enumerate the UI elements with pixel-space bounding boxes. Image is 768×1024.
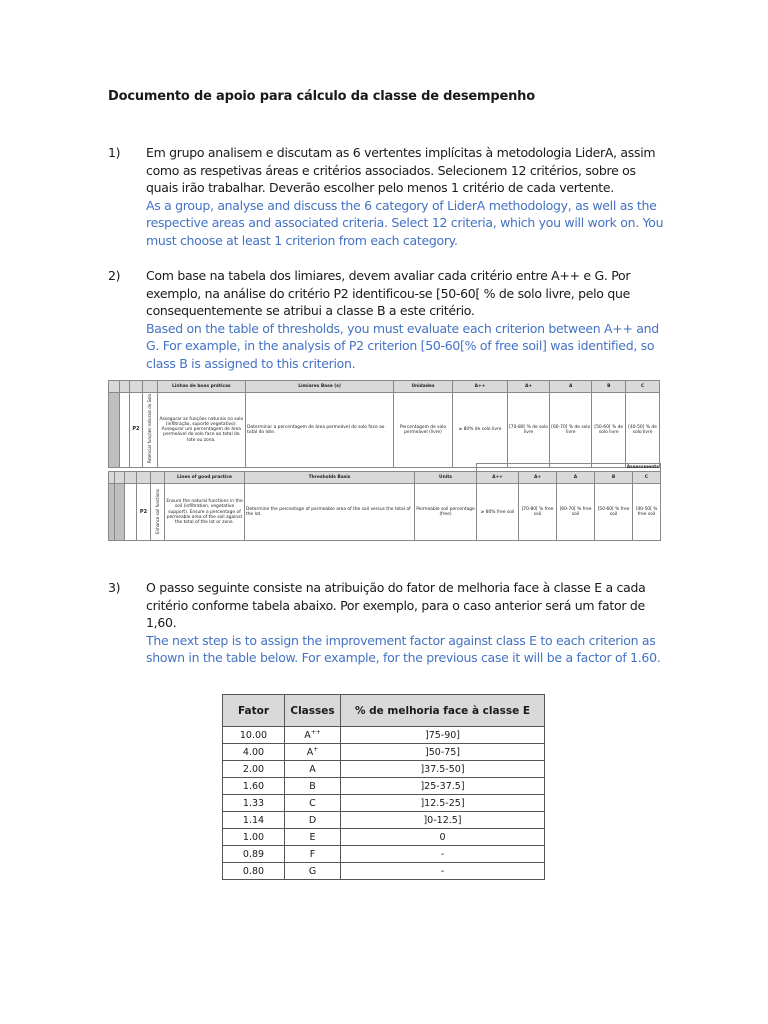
factor-table-body [223, 727, 545, 880]
fator-cell: 0.80 [223, 863, 285, 880]
table-row [223, 795, 545, 812]
melhoria-cell: ]25-37.5] [341, 778, 545, 795]
classe-cell [285, 863, 341, 880]
item-text-pt: Em grupo analisem e discutam as 6 vertentes implícitas à metodologia LiderA, assim como as respetivas áreas e critérios associados. Selecionem 12 critérios, sobre os quais irão trabalhar. Deverão escolher pelo menos 1 critério de cada vertente. [146, 145, 656, 196]
instruction-item-2 [108, 267, 668, 373]
header-cell: A+ [507, 381, 549, 393]
fator-cell: 1.00 [223, 829, 285, 846]
classe-letter: A [309, 763, 316, 775]
melhoria-cell: ]37.5-50] [341, 761, 545, 778]
item-text-pt: O passo seguinte consiste na atribuição do fator de melhoria face à classe E a cada critério conforme tabela abaixo. Por exemplo, para o caso anterior será um fator de 1,60. [146, 580, 646, 631]
item-number: 1) [108, 145, 121, 160]
header-cell: Lines of good practice [165, 472, 245, 484]
table-row [223, 727, 545, 744]
item-text-en: As a group, analyse and discuss the 6 category of LiderA methodology, as well as the respective areas and associated criteria. Select 12 criteria, which you will work on. You must choose at least 1 criterion from each category. [146, 197, 664, 248]
classe-letter: D [308, 814, 317, 826]
item-text-en: Based on the table of thresholds, you must evaluate each criterion between A++ and G. For example, in the analysis of P2 criterion [50-60[% of free soil] was identified, so class B is assigned to this criterion. [146, 320, 659, 371]
threshold-cell: [70-80[ % de solo livre [507, 393, 549, 468]
classe-letter: C [309, 797, 316, 809]
fator-cell: 1.60 [223, 778, 285, 795]
threshold-table-en [108, 463, 660, 541]
assessments-label: Assessments [477, 464, 661, 472]
header-cell: B [592, 381, 626, 393]
classe-cell [285, 829, 341, 846]
classe-cell [285, 761, 341, 778]
header-cell: Units [415, 472, 477, 484]
classe-cell [285, 812, 341, 829]
item-text-pt: Com base na tabela dos limiares, devem avaliar cada critério entre A++ e G. Por exemplo, na análise do critério P2 identificou-se [50-60[ % de solo livre, pelo que consequentemente se atribui a classe B a este critério. [146, 268, 631, 319]
threshold-table-pt [108, 380, 660, 464]
threshold-cell: [50-60[ % de solo livre [592, 393, 626, 468]
header-cell: Limiares Base (s) [246, 381, 394, 393]
units-cell: Percentagem de solo permeável (livre) [393, 393, 452, 468]
threshold-cell: ≥ 80% de solo livre [453, 393, 508, 468]
header-cell: C [626, 381, 660, 393]
table-row [223, 846, 545, 863]
threshold-cell: [60-70[ % free soil [557, 484, 595, 541]
melhoria-cell: ]0-12.5] [341, 812, 545, 829]
units-cell: Permeable soil percentage (free) [415, 484, 477, 541]
classe-cell [285, 744, 341, 761]
basis-cell: Determinar a percentagem de área permeável do solo face ao total do lote. [246, 393, 394, 468]
header-cell: A [550, 381, 592, 393]
table-row [223, 744, 545, 761]
melhoria-cell: ]75-90] [341, 727, 545, 744]
threshold-cell: ≥ 80% free soil [477, 484, 519, 541]
classe-cell [285, 727, 341, 744]
header-cell: Linhas de boas práticas [157, 381, 246, 393]
fator-cell: 1.14 [223, 812, 285, 829]
table-row [223, 761, 545, 778]
table-row [223, 812, 545, 829]
header-cell: A++ [477, 472, 519, 484]
classe-letter: E [309, 831, 316, 843]
threshold-cell: [50-60[ % free soil [595, 484, 633, 541]
classe-superscript: + [313, 745, 319, 753]
table-row [223, 829, 545, 846]
criterion-area: Potenciar funções naturais do Solo [147, 394, 153, 464]
header-cell: Unidades [393, 381, 452, 393]
fator-cell: 0.89 [223, 846, 285, 863]
instruction-item-3 [108, 579, 668, 667]
practice-cell: Assegurar as funções naturais no solo (infiltração, suporte vegetativo). Assegurar um percentagem de área permeável do solo face ao total do lote ou zona. [157, 393, 246, 468]
practice-cell: Ensure the natural functions in the soil (infiltration, vegetative support). Ensure a percentage of permeable area of the soil against the total of the lot or zone. [165, 484, 245, 541]
fator-cell: 4.00 [223, 744, 285, 761]
classe-letter: B [309, 780, 316, 792]
classe-cell [285, 846, 341, 863]
classe-letter: A [306, 746, 314, 758]
classe-cell [285, 778, 341, 795]
header-cell: B [595, 472, 633, 484]
classe-letter: A [304, 729, 311, 741]
table-row [223, 863, 545, 880]
header-melhoria: % de melhoria face à classe E [341, 695, 545, 727]
header-cell: Thresholds Basis [245, 472, 415, 484]
melhoria-cell: - [341, 863, 545, 880]
header-cell: A++ [453, 381, 508, 393]
item-text-en: The next step is to assign the improvement factor against class E to each criterion as shown in the table below. For example, for the previous case it will be a factor of 1.60. [146, 632, 661, 666]
item-number: 2) [108, 268, 121, 283]
melhoria-cell: ]12.5-25] [341, 795, 545, 812]
threshold-cell: [70-80[ % free soil [519, 484, 557, 541]
header-cell: A+ [519, 472, 557, 484]
melhoria-cell: 0 [341, 829, 545, 846]
fator-cell: 2.00 [223, 761, 285, 778]
melhoria-cell: - [341, 846, 545, 863]
document-title: Documento de apoio para cálculo da classe de desempenho [108, 89, 535, 104]
table-row [223, 778, 545, 795]
threshold-cell: [40-50[ % free soil [633, 484, 661, 541]
classe-letter: F [309, 848, 316, 860]
classe-cell [285, 795, 341, 812]
item-number: 3) [108, 580, 121, 595]
threshold-cell: [60-70[ % de solo livre [550, 393, 592, 468]
criterion-code: P2 [137, 484, 151, 541]
criterion-area: Enhance soil functions [154, 488, 160, 534]
criterion-code: P2 [130, 393, 143, 468]
threshold-cell: [40-50[ % de solo livre [626, 393, 660, 468]
fator-cell: 10.00 [223, 727, 285, 744]
classe-superscript: ++ [310, 728, 321, 736]
header-cell: A [557, 472, 595, 484]
melhoria-cell: ]50-75] [341, 744, 545, 761]
header-classes: Classes [285, 695, 341, 727]
classe-letter: G [308, 865, 317, 877]
header-fator: Fator [223, 695, 285, 727]
instruction-item-1 [108, 144, 668, 250]
basis-cell: Determine the percentage of permeable area of the soil versus the total of the lot. [245, 484, 415, 541]
improvement-factor-table [222, 694, 545, 880]
header-cell: C [633, 472, 661, 484]
fator-cell: 1.33 [223, 795, 285, 812]
